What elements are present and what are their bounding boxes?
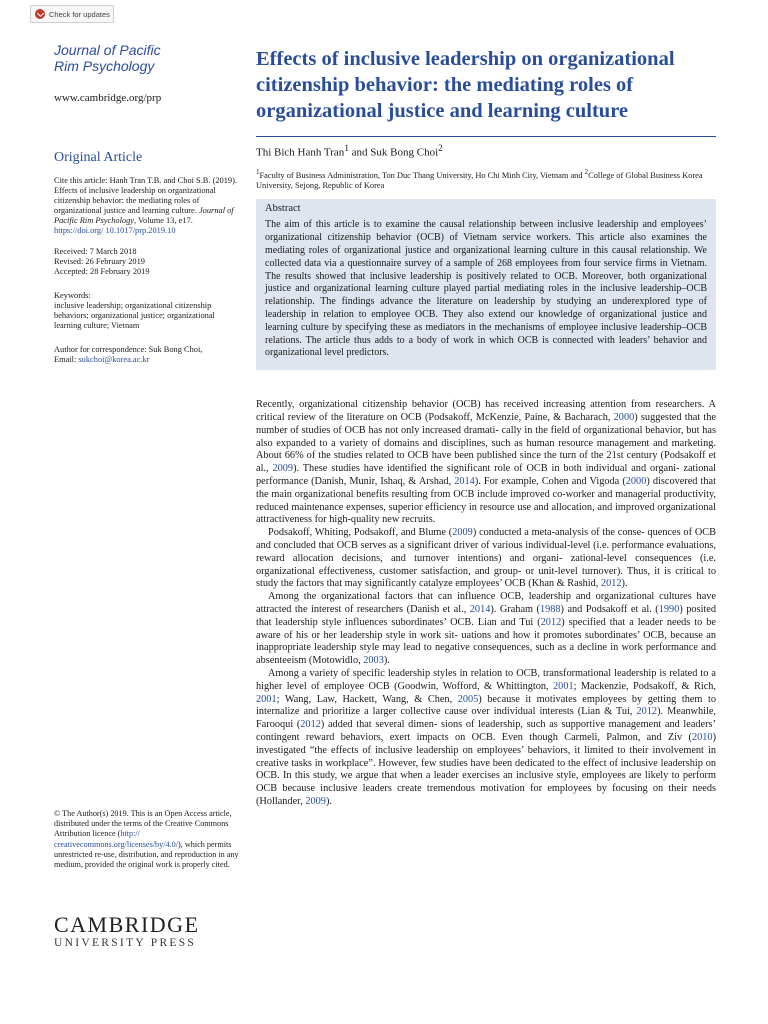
citation-link[interactable]: 2012 [636, 706, 658, 718]
license-notice [54, 809, 242, 870]
author-name[interactable]: Suk Bong Choi [370, 146, 439, 159]
body-text-run: ) and Podsakoff et al. ( [560, 603, 659, 615]
citation-link[interactable]: 2012 [600, 578, 622, 590]
body-text-run: ) investigated “the effects of inclusive leadership on employees’ behaviors, it limited to their involvement in creative tasks in workplace”. However, few studies have been dedicated to the effect of inclusive leadership on OCB. In this study, we argue that when a leader exercises an inclusive style, employees are likely to perform OCB because inclusive leaders create tremendous motivation for employees by focusing on their needs (Hollander, [256, 731, 716, 807]
journal-name[interactable] [54, 42, 244, 74]
body-text-run: ). These studies have identified the significant role of OCB in both individual and organi- zational performance (Danish, Munir, Ishaq, & Arshad, [256, 463, 716, 487]
article-type: Original Article [54, 150, 143, 165]
affiliation-2: College of Global Business Korea University, Sejong, Republic of Korea [256, 170, 703, 191]
author-sep: and [348, 146, 371, 159]
citation-block [54, 176, 244, 235]
article-title: Effects of inclusive leadership on organizational citizenship behavior: the mediating roles of organizational justice and learning culture [256, 48, 675, 122]
citation-link[interactable]: 2009 [305, 795, 326, 807]
citation-link[interactable]: 2009 [452, 527, 473, 539]
body-text-run: ) suggested that the number of studies of OCB has not only increased dramati- cally in the field of organizational behavior, but has also expanded to a variety of domains and disciplines, such as human resource management and marketing. About 66% of the studies related to OCB have been published since the turn of the 21st century (Podsakoff et al., [256, 412, 716, 475]
correspondence-author: Author for correspondence: Suk Bong Choi, [54, 344, 203, 354]
body-text-run: ) posited that leadership style influences subordinates’ OCB. Lian and Tui ( [256, 603, 717, 628]
citation-link[interactable]: 2001 [553, 680, 574, 692]
citation-journal: Journal of Pacific Rim Psychology [54, 205, 234, 225]
citation-link[interactable]: 2012 [540, 616, 562, 628]
license-text-a: © The Author(s) 2019. This is an Open Access article, distributed under the terms of the Creative Commons Attribution licence ( [54, 809, 232, 839]
body-text-run: ) because it motivates employees by getting them to internalize and prioritize a larger collective cause over individual interests (Lian & Tui, [256, 693, 716, 718]
abstract-text: The aim of this article is to examine the causal relationship between inclusive leadership and employees’ organizational citizenship behavior (OCB) of Vietnam service workers. This article also examines the mediating roles of organizational justice and organizational learning culture in this causal relationship. We collected data via a questionnaire survey of a sample of 268 employees from four service firms in Vietnam. The results showed that inclusive leadership is positively related to OCB. Moreover, both organizational justice and organizational learning culture played partial mediating roles in the inclusive leadership–OCB relationship. The findings advance the literature on leadership by studying an underexplored type of leadership in relation to employee OCB. They also extend our knowledge of organizational justice and learning culture by specifying these as mediators in the mechanisms of employee inclusive leadership–OCB relations. The article thus adds to a body of work in which OCB is connected with leaders’ behavior and organizational level predictors. [265, 219, 707, 359]
citation-volume: , Volume 13, e17. [134, 215, 193, 225]
citation-link[interactable]: 1988 [539, 603, 561, 615]
body-text-run: ) specified that a leader needs to be aware of his or her leadership style in work sit- uations and how it promotes subordinates’ OCB, because an inappropriate leadership style may lead to negative consequences, such as a decline in work performance and absenteeism (Motowidlo, [256, 616, 716, 667]
citation-link[interactable]: 1990 [658, 603, 680, 615]
journal-name-line2: Rim Psychology [54, 58, 155, 74]
publisher-name: CAMBRIDGE [54, 912, 200, 937]
affil-sup: 2 [584, 167, 589, 176]
body-text-run: ). Graham ( [490, 603, 540, 615]
citation-link[interactable]: 2012 [300, 719, 321, 731]
license-link-part2[interactable]: creativecommons.org/licenses/by/4.0/ [54, 839, 178, 849]
body-text-run: ). Meanwhile, Farooqui ( [256, 706, 716, 731]
author-affil-sup: 1 [344, 143, 349, 153]
citation-link[interactable]: 2000 [613, 412, 635, 424]
keywords-list: inclusive leadership; organizational citizenship behaviors; organizational justice; organizational learning culture; Vietnam [54, 301, 215, 330]
check-for-updates-label: Check for updates [49, 9, 110, 19]
check-for-updates-badge[interactable] [30, 5, 114, 23]
citation-link[interactable]: 2003 [363, 655, 384, 667]
doi-link[interactable]: https://doi.org/ 10.1017/prp.2019.10 [54, 225, 176, 235]
dates-block [54, 247, 244, 277]
revised-date: Revised: 26 February 2019 [54, 257, 145, 267]
keywords-block [54, 291, 244, 331]
accepted-date: Accepted: 28 February 2019 [54, 267, 150, 277]
body-text-run: Among a variety of specific leadership styles in relation to OCB, transformational leadership is related to a higher level of employee OCB (Goodwin, Wofford, & Whittington, [256, 667, 716, 692]
main-column [256, 46, 716, 809]
body-text-run: ). [621, 578, 628, 590]
citation-link[interactable]: 2000 [625, 476, 647, 487]
body-text-run: ) conducted a meta-analysis of the conse- quences of OCB and concluded that OCB serves as a significant driver of various individual-level (i.e. performance evaluations, reward allocation decisions, and turnover intentions) and organi- zational-level consequences (i.e. organizational effectiveness, customer satisfaction, and group- or unit-level turnover). Thus, it is critical to study the factors that may significantly catalyze employees’ OCB (Khan & Rashid, [256, 527, 716, 590]
body-text-run: ) added that several dimen- sions of leadership, such as supportive management and leaders’ contingent reward behaviors, exert impacts on OCB. Even though Carmeli, Palmon, and Ziv ( [256, 719, 716, 743]
paragraph [256, 668, 716, 809]
email-link[interactable]: sukchoi@korea.ac.kr [78, 354, 150, 364]
citation-link[interactable]: 2005 [457, 693, 479, 705]
license-link-part1[interactable]: http:// [120, 829, 140, 839]
body-text-run: Recently, organizational citizenship behavior (OCB) has received increasing attention from researchers. A critical review of the literature on OCB (Podsakoff, McKenzie, Paine, & Bacharach, [256, 399, 716, 424]
abstract-heading: Abstract [265, 203, 301, 215]
body-text-run: ). For example, Cohen and Vigoda ( [474, 476, 626, 487]
author-affil-sup: 2 [438, 143, 443, 153]
license-text-b: ), which permits unrestricted re-use, distribution, and reproduction in any medium, provided the original work is properly cited. [54, 839, 239, 870]
affiliations [256, 167, 716, 192]
body-text-run: Among the organizational factors that can influence OCB, leadership and organizational cultures have attracted the interest of researchers (Danish et al., [256, 591, 716, 615]
email-label: Email: [54, 354, 77, 364]
sidebar [54, 42, 244, 365]
abstract-box [256, 199, 716, 370]
check-badge-icon [35, 9, 45, 19]
affil-sup: 1 [256, 167, 260, 176]
author-list [256, 143, 716, 159]
citation-link[interactable]: 2001 [256, 693, 277, 705]
body-text-run: Podsakoff, Whiting, Podsakoff, and Blume ( [268, 527, 453, 539]
citation-link[interactable]: 2014 [454, 476, 475, 487]
body-text-run: ). [325, 795, 332, 807]
journal-name-line1: Journal of Pacific [54, 42, 161, 58]
affiliation-1: Faculty of Business Administration, Ton Duc Thang University, Ho Chi Minh City, Vietnam and [259, 170, 585, 180]
author-name[interactable]: Thi Bich Hanh Tran [256, 146, 345, 159]
title-divider [256, 136, 716, 137]
paragraph [256, 527, 716, 591]
keywords-label: Keywords: [54, 291, 91, 301]
body-text-run: ; Mackenzie, Podsakoff, & Rich, [573, 680, 716, 692]
citation-link[interactable]: 2009 [272, 463, 294, 475]
publisher-logo [54, 913, 244, 949]
correspondence-block [54, 345, 244, 365]
citation-link[interactable]: 2014 [469, 603, 491, 615]
body-text-run: ) discovered that the main organizational benefits resulting from OCB include improved co-worker and managerial productivity, reduced maintenance expenses, superior efficiency in resource use and allocation, and improved organizational attractiveness for high-quality new recruits. [256, 476, 716, 526]
paragraph [256, 399, 716, 527]
body-text-run: ; Wang, Law, Hackett, Wang, & Chen, [276, 693, 458, 705]
citation-text: Cite this article: Hanh Tran T.B. and Choi S.B. (2019). Effects of inclusive leadership on organizational citizenship behavior: the mediating roles of organizational justice and learning culture. [54, 176, 238, 215]
journal-url[interactable]: www.cambridge.org/prp [54, 92, 162, 104]
received-date: Received: 7 March 2018 [54, 247, 137, 257]
body-text [256, 399, 716, 809]
paragraph [256, 591, 716, 668]
citation-link[interactable]: 2010 [691, 731, 713, 743]
publisher-subtitle: UNIVERSITY PRESS [54, 937, 197, 949]
body-text-run: ). [383, 655, 390, 667]
